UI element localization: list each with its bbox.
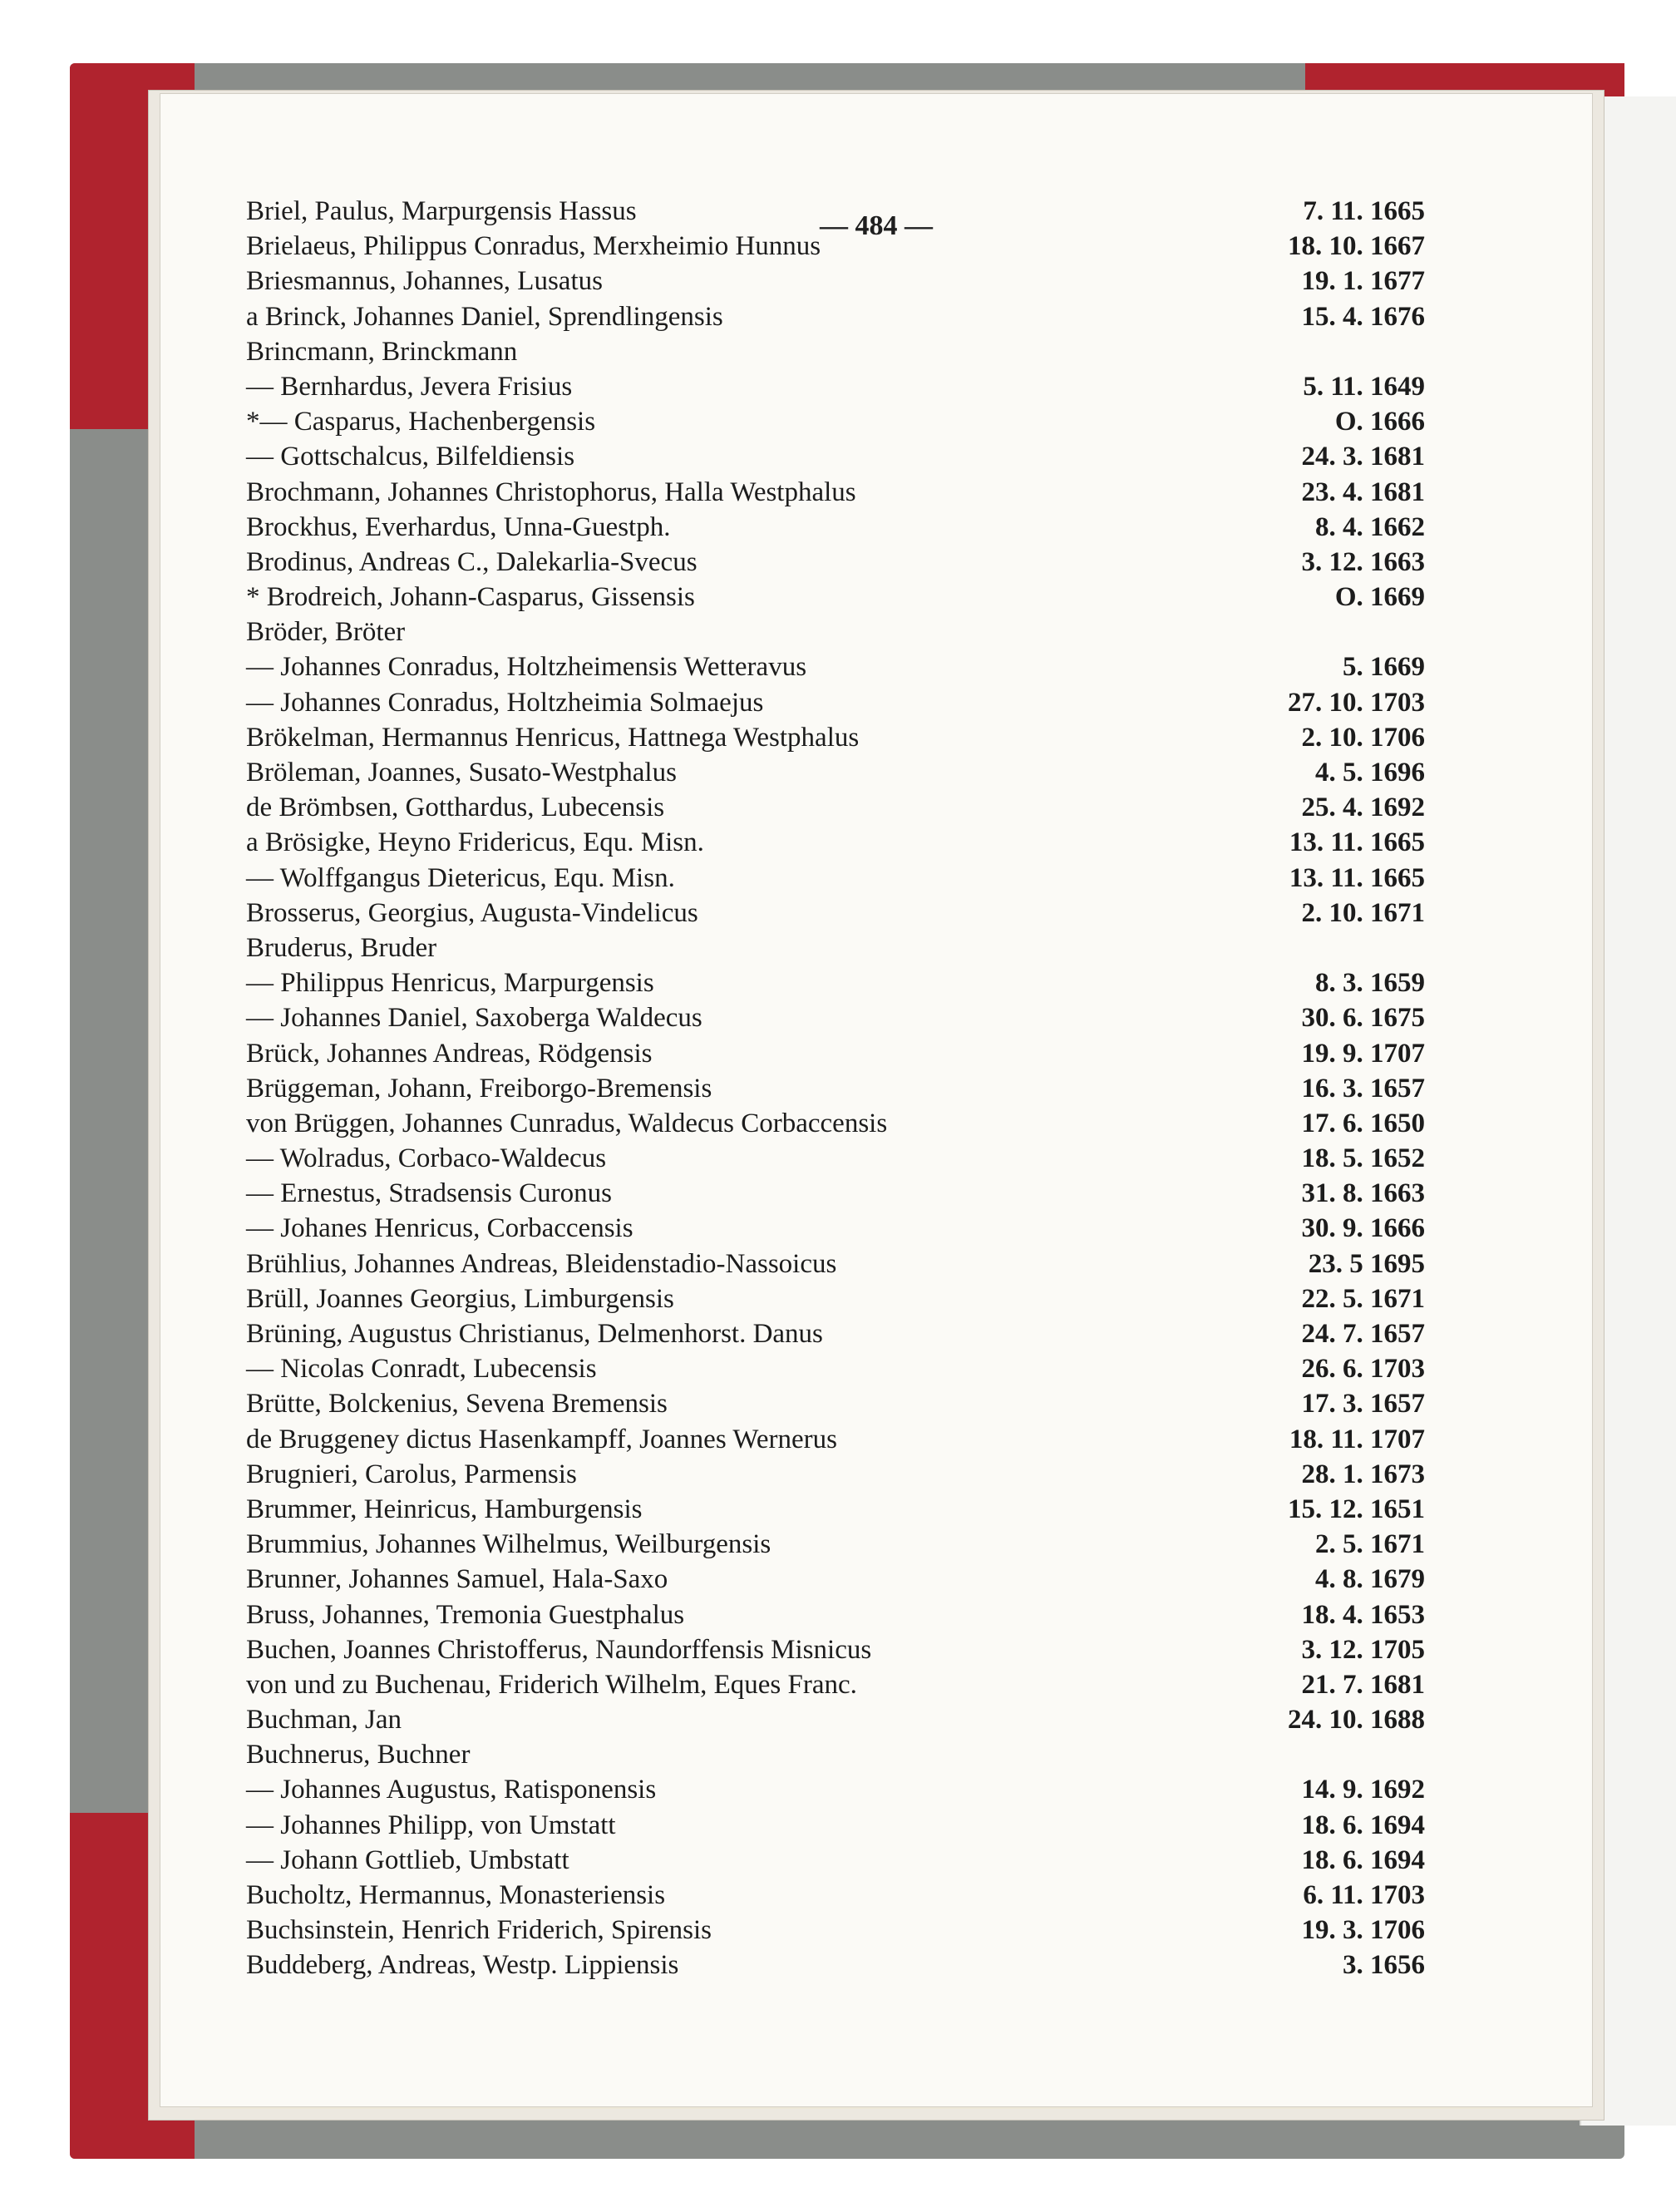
entry-date: O. 1666 (1334, 407, 1425, 437)
entry-name: Brockhus, Everhardus, Unna-Guestph. (246, 511, 671, 542)
entry-name: Briesmannus, Johannes, Lusatus (246, 266, 603, 297)
entry-name: — Johannes Conradus, Holtzheimia Solmaejus (246, 687, 764, 718)
entry-name: Brüning, Augustus Christianus, Delmenhorst. Danus (246, 1319, 823, 1349)
entry-name: Brosserus, Georgius, Augusta-Vindelicus (246, 897, 698, 928)
entry-name: Brökelman, Hermannus Henricus, Hattnega Westphalus (246, 722, 860, 753)
entry-date: 13. 11. 1665 (1289, 862, 1425, 893)
entry-name: von und zu Buchenau, Friderich Wilhelm, Eques Franc. (246, 1669, 857, 1700)
entry-date: 5. 11. 1649 (1303, 371, 1425, 402)
register-entry (246, 404, 1425, 439)
entry-name: Briel, Paulus, Marpurgensis Hassus (246, 196, 637, 226)
entry-name: Brugnieri, Carolus, Parmensis (246, 1459, 577, 1489)
entry-name: Brunner, Johannes Samuel, Hala-Saxo (246, 1564, 668, 1595)
entry-name: — Philippus Henricus, Marpurgensis (246, 968, 654, 999)
register-entry (246, 896, 1425, 931)
entry-name: Brüll, Joannes Georgius, Limburgensis (246, 1283, 674, 1314)
register-entry (246, 1878, 1425, 1913)
register-entry (246, 264, 1425, 299)
entry-date: 23. 5 1695 (1308, 1248, 1425, 1279)
register-entry (246, 475, 1425, 510)
entry-name: — Bernhardus, Jevera Frisius (246, 371, 573, 402)
entry-name: Bröder, Bröter (246, 617, 406, 648)
entry-date: 30. 9. 1666 (1301, 1213, 1425, 1244)
entry-date: 18. 6. 1694 (1301, 1844, 1425, 1875)
entry-name: de Brömbsen, Gotthardus, Lubecensis (246, 792, 665, 823)
entry-date: 23. 4. 1681 (1301, 476, 1425, 507)
register-entry (246, 1948, 1425, 1982)
register-entry (246, 1772, 1425, 1807)
register-entry (246, 790, 1425, 825)
entry-date: 17. 3. 1657 (1301, 1389, 1425, 1420)
register-entry (246, 1351, 1425, 1386)
register-entry (246, 1843, 1425, 1878)
register-entries (246, 194, 1425, 1983)
register-entry (246, 965, 1425, 1000)
entry-date: 4. 5. 1696 (1315, 758, 1425, 788)
register-entry (246, 1176, 1425, 1211)
entry-date: 3. 1656 (1343, 1950, 1425, 1981)
entry-date: 24. 7. 1657 (1301, 1319, 1425, 1349)
register-entry (246, 1071, 1425, 1106)
register-entry (246, 334, 1425, 369)
register-entry (246, 1106, 1425, 1141)
entry-name: Brodinus, Andreas C., Dalekarlia-Svecus (246, 546, 698, 577)
register-entry (246, 755, 1425, 790)
register-entry (246, 825, 1425, 860)
entry-date: 22. 5. 1671 (1301, 1283, 1425, 1314)
register-entry (246, 615, 1425, 649)
register-entry (246, 1527, 1425, 1562)
register-entry (246, 1737, 1425, 1772)
entry-name: von Brüggen, Johannes Cunradus, Waldecus Corbaccensis (246, 1108, 888, 1138)
entry-date: 8. 4. 1662 (1315, 511, 1425, 542)
register-entry (246, 510, 1425, 545)
register-entry (246, 580, 1425, 615)
register-entry (246, 1457, 1425, 1492)
entry-date: 3. 12. 1705 (1301, 1634, 1425, 1665)
entry-date: 4. 8. 1679 (1315, 1564, 1425, 1595)
entry-name: — Johannes Augustus, Ratisponensis (246, 1775, 657, 1805)
entry-name: Bruss, Johannes, Tremonia Guestphalus (246, 1599, 685, 1630)
entry-date: 30. 6. 1675 (1301, 1003, 1425, 1034)
entry-date: 8. 3. 1659 (1315, 968, 1425, 999)
register-entry (246, 439, 1425, 474)
entry-date: 28. 1. 1673 (1301, 1459, 1425, 1489)
register-entry (246, 720, 1425, 755)
entry-date: 18. 4. 1653 (1301, 1599, 1425, 1630)
entry-date: 7. 11. 1665 (1303, 196, 1425, 226)
entry-date: 24. 10. 1688 (1288, 1705, 1425, 1736)
entry-name: a Brinck, Johannes Daniel, Sprendlingensis (246, 301, 723, 332)
entry-date: 18. 5. 1652 (1301, 1143, 1425, 1174)
register-entry (246, 649, 1425, 684)
entry-date: 5. 1669 (1343, 652, 1425, 683)
entry-date: 13. 11. 1665 (1289, 827, 1425, 858)
entry-name: Buchsinstein, Henrich Friderich, Spirensis (246, 1915, 712, 1946)
entry-name: — Johann Gottlieb, Umbstatt (246, 1844, 569, 1875)
entry-name: Brüggeman, Johann, Freiborgo-Bremensis (246, 1073, 712, 1104)
register-entry (246, 1141, 1425, 1176)
entry-name: Bucholtz, Hermannus, Monasteriensis (246, 1880, 666, 1910)
register-entry (246, 1281, 1425, 1316)
entry-date: 19. 1. 1677 (1301, 266, 1425, 297)
entry-name: — Gottschalcus, Bilfeldiensis (246, 442, 575, 472)
entry-name: Bröleman, Joannes, Susato-Westphalus (246, 758, 677, 788)
entry-date: 16. 3. 1657 (1301, 1073, 1425, 1104)
entry-date: 18. 6. 1694 (1301, 1810, 1425, 1840)
entry-date: 26. 6. 1703 (1301, 1354, 1425, 1385)
entry-name: *— Casparus, Hachenbergensis (246, 407, 596, 437)
register-entry (246, 194, 1425, 229)
entry-date: 27. 10. 1703 (1288, 687, 1425, 718)
register-entry (246, 1702, 1425, 1737)
entry-name: — Johannes Daniel, Saxoberga Waldecus (246, 1003, 702, 1034)
entry-date: 18. 10. 1667 (1288, 231, 1425, 262)
entry-name: de Bruggeney dictus Hasenkampff, Joannes Wernerus (246, 1424, 837, 1454)
entry-date: 18. 11. 1707 (1289, 1424, 1425, 1454)
entry-name: a Brösigke, Heyno Fridericus, Equ. Misn. (246, 827, 704, 858)
register-entry (246, 1036, 1425, 1071)
register-entry (246, 1632, 1425, 1667)
register-entry (246, 1492, 1425, 1527)
register-entry (246, 1597, 1425, 1632)
entry-name: Buchnerus, Buchner (246, 1740, 471, 1770)
entry-date: 19. 9. 1707 (1301, 1038, 1425, 1069)
entry-name: Buchen, Joannes Christofferus, Naundorffensis Misnicus (246, 1634, 872, 1665)
entry-date: 3. 12. 1663 (1301, 546, 1425, 577)
entry-name: Buddeberg, Andreas, Westp. Lippiensis (246, 1950, 679, 1981)
register-entry (246, 1808, 1425, 1843)
entry-name: Brummer, Heinricus, Hamburgensis (246, 1494, 643, 1524)
entry-name: — Johanes Henricus, Corbaccensis (246, 1213, 633, 1244)
entry-date: 15. 4. 1676 (1301, 301, 1425, 332)
entry-date: 15. 12. 1651 (1288, 1494, 1425, 1524)
register-entry (246, 299, 1425, 334)
register-entry (246, 229, 1425, 264)
entry-name: * Brodreich, Johann-Casparus, Gissensis (246, 582, 695, 613)
entry-date: 19. 3. 1706 (1301, 1915, 1425, 1946)
register-entry (246, 1913, 1425, 1948)
entry-date: 24. 3. 1681 (1301, 442, 1425, 472)
entry-name: Brütte, Bolckenius, Sevena Bremensis (246, 1389, 668, 1420)
entry-date: 6. 11. 1703 (1303, 1880, 1425, 1910)
entry-name: Buchman, Jan (246, 1705, 402, 1736)
entry-name: Brielaeus, Philippus Conradus, Merxheimio Hunnus (246, 231, 821, 262)
register-entry (246, 369, 1425, 404)
entry-date: 17. 6. 1650 (1301, 1108, 1425, 1138)
register-entry (246, 1316, 1425, 1351)
entry-date: 21. 7. 1681 (1301, 1669, 1425, 1700)
entry-name: Bruderus, Bruder (246, 932, 437, 963)
entry-name: Brincmann, Brinckmann (246, 336, 518, 367)
entry-date: 25. 4. 1692 (1301, 792, 1425, 823)
register-entry (246, 861, 1425, 896)
entry-name: — Nicolas Conradt, Lubecensis (246, 1354, 597, 1385)
entry-name: — Wolffgangus Dietericus, Equ. Misn. (246, 862, 675, 893)
register-entry (246, 685, 1425, 720)
entry-date: 2. 10. 1671 (1301, 897, 1425, 928)
register-entry (246, 1386, 1425, 1421)
entry-date: 31. 8. 1663 (1301, 1178, 1425, 1209)
register-entry (246, 1562, 1425, 1597)
register-entry (246, 1247, 1425, 1281)
entry-name: — Wolradus, Corbaco-Waldecus (246, 1143, 607, 1174)
entry-name: Brummius, Johannes Wilhelmus, Weilburgensis (246, 1529, 771, 1560)
register-entry (246, 545, 1425, 580)
entry-name: — Johannes Conradus, Holtzheimensis Wetteravus (246, 652, 807, 683)
register-entry (246, 931, 1425, 965)
entry-date: 14. 9. 1692 (1301, 1775, 1425, 1805)
entry-name: Brühlius, Johannes Andreas, Bleidenstadio-Nassoicus (246, 1248, 837, 1279)
entry-date: 2. 10. 1706 (1301, 722, 1425, 753)
register-entry (246, 1667, 1425, 1702)
entry-date: O. 1669 (1334, 582, 1425, 613)
page-number: — 484 — (820, 210, 933, 241)
entry-name: Brück, Johannes Andreas, Rödgensis (246, 1038, 653, 1069)
entry-name: — Johannes Philipp, von Umstatt (246, 1810, 616, 1840)
register-entry (246, 1211, 1425, 1246)
entry-name: Brochmann, Johannes Christophorus, Halla Westphalus (246, 476, 856, 507)
register-entry (246, 1422, 1425, 1457)
register-entry (246, 1000, 1425, 1035)
entry-name: — Ernestus, Stradsensis Curonus (246, 1178, 612, 1209)
entry-date: 2. 5. 1671 (1315, 1529, 1425, 1560)
